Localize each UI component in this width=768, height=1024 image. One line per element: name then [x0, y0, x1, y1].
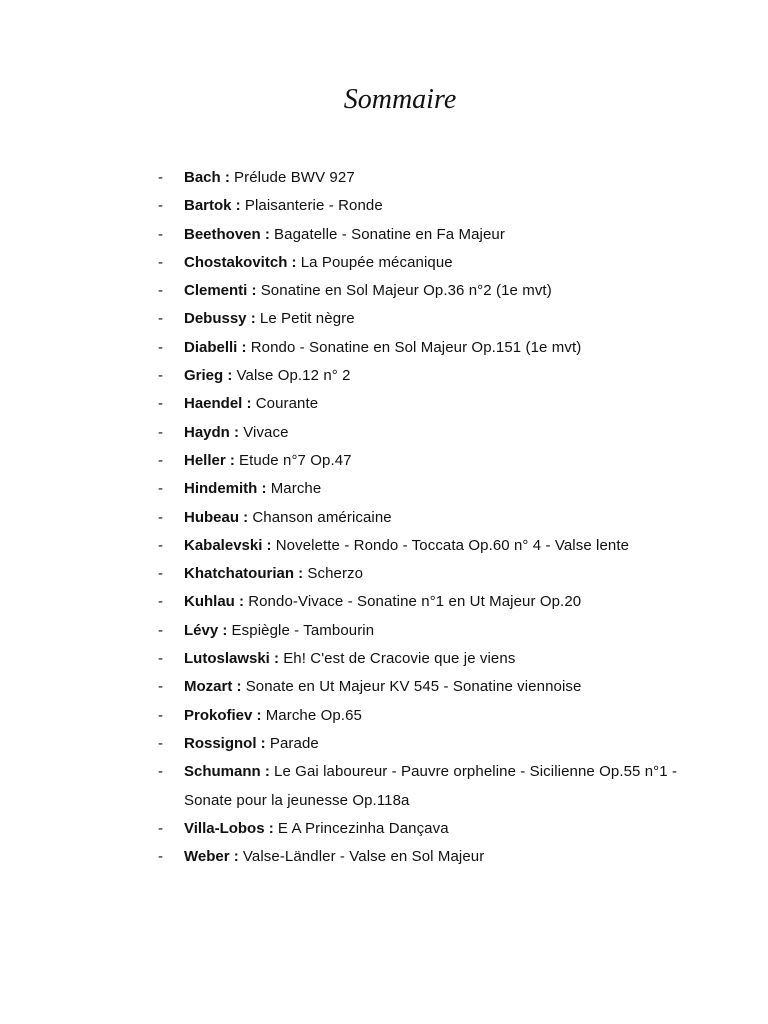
composer-name: Weber	[184, 848, 230, 866]
separator: :	[264, 819, 278, 837]
separator: :	[229, 848, 243, 866]
bullet-dash: -	[158, 197, 163, 215]
bullet-dash: -	[158, 621, 163, 639]
works-list: Espiègle - Tambourin	[231, 621, 375, 639]
bullet-dash: -	[158, 650, 163, 668]
composer-name: Beethoven	[184, 225, 261, 243]
bullet-dash: -	[158, 169, 163, 186]
works-list: Le Gai laboureur - Pauvre orpheline - Sicilienne Op.55 n°1 - Sonate pour la jeunesse Op.118a	[184, 763, 678, 809]
separator: :	[294, 565, 308, 583]
works-list: Sonate en Ut Majeur KV 545 - Sonatine viennoise	[245, 678, 582, 696]
toc-entry-haendel	[158, 390, 728, 418]
works-list: Valse Op.12 n° 2	[236, 367, 351, 385]
separator: :	[260, 763, 275, 781]
toc-entry-schumann	[158, 758, 728, 815]
works-list: Rondo - Sonatine en Sol Majeur Op.151 (1e mvt)	[250, 338, 582, 356]
works-list: Novelette - Rondo - Toccata Op.60 n° 4 - Valse lente	[275, 536, 630, 554]
separator: :	[256, 734, 270, 752]
bullet-dash: -	[158, 423, 163, 441]
separator: :	[234, 593, 249, 611]
composer-name: Bach	[184, 169, 221, 186]
separator: :	[260, 225, 275, 243]
works-list: Scherzo	[307, 565, 364, 583]
works-list: La Poupée mécanique	[300, 253, 453, 271]
bullet-dash: -	[158, 536, 163, 554]
works-list: Rondo-Vivace - Sonatine n°1 en Ut Majeur Op.20	[248, 593, 582, 611]
separator: :	[225, 451, 240, 469]
page-title: Sommaire	[343, 84, 457, 115]
bullet-dash: -	[158, 734, 163, 752]
toc-entry-chostakovitch	[158, 249, 728, 277]
bullet-dash: -	[158, 565, 163, 583]
composer-name: Clementi	[184, 282, 248, 300]
bullet-dash: -	[158, 310, 163, 328]
composer-name: Kuhlau	[184, 593, 235, 611]
bullet-dash: -	[158, 706, 163, 724]
bullet-dash: -	[158, 678, 163, 696]
works-list: Bagatelle - Sonatine en Fa Majeur	[274, 225, 505, 243]
works-list: Valse-Ländler - Valse en Sol Majeur	[242, 848, 485, 866]
toc-entry-bartok	[158, 192, 728, 220]
composer-name: Kabalevski	[184, 536, 263, 554]
toc-entry-hindemith	[158, 475, 728, 503]
composer-name: Haydn	[184, 423, 230, 441]
toc-entry-debussy	[158, 305, 728, 333]
toc-entry-kuhlau	[158, 588, 728, 616]
composer-name: Schumann	[184, 763, 261, 781]
separator: :	[287, 253, 301, 271]
separator: :	[223, 367, 237, 385]
separator: :	[220, 169, 235, 186]
separator: :	[237, 338, 251, 356]
works-list: Courante	[255, 395, 319, 413]
composer-name: Rossignol	[184, 734, 257, 752]
bullet-dash: -	[158, 480, 163, 498]
bullet-dash: -	[158, 508, 163, 526]
toc-entry-lutoslawski	[158, 645, 728, 673]
bullet-dash: -	[158, 338, 163, 356]
composer-name: Khatchatourian	[184, 565, 295, 583]
toc-entry-weber	[158, 843, 728, 871]
toc-entry-beethoven	[158, 221, 728, 249]
toc-entry-heller	[158, 447, 728, 475]
bullet-dash: -	[158, 395, 163, 413]
separator: :	[247, 282, 261, 300]
composer-name: Grieg	[184, 367, 224, 385]
separator: :	[257, 480, 271, 498]
works-list: Prélude BWV 927	[234, 169, 355, 186]
works-list: Plaisanterie - Ronde	[244, 197, 383, 215]
separator: :	[218, 621, 232, 639]
bullet-dash: -	[158, 225, 163, 243]
bullet-dash: -	[158, 848, 163, 866]
composer-name: Haendel	[184, 395, 243, 413]
toc-entry-hubeau	[158, 504, 728, 532]
separator: :	[231, 197, 245, 215]
separator: :	[239, 508, 253, 526]
toc-entry-villa-lobos	[158, 815, 728, 843]
composer-name: Chostakovitch	[184, 253, 288, 271]
works-list: Marche Op.65	[265, 706, 362, 724]
bullet-dash: -	[158, 451, 163, 469]
separator: :	[246, 310, 260, 328]
separator: :	[229, 423, 244, 441]
separator: :	[269, 650, 284, 668]
separator: :	[262, 536, 276, 554]
bullet-dash: -	[158, 593, 163, 611]
composer-name: Hindemith	[184, 480, 258, 498]
works-list: Sonatine en Sol Majeur Op.36 n°2 (1e mvt)	[260, 282, 552, 300]
works-list: E A Princezinha Dançava	[277, 819, 449, 837]
toc-entry-diabelli	[158, 334, 728, 362]
composer-name: Mozart	[184, 678, 233, 696]
bullet-dash: -	[158, 819, 163, 837]
toc-entry-bach	[158, 164, 728, 192]
toc-entry-kabalevski	[158, 532, 728, 560]
works-list: Eh! C'est de Cracovie que je viens	[283, 650, 516, 668]
toc-entry-levy	[158, 617, 728, 645]
works-list: Etude n°7 Op.47	[239, 451, 352, 469]
toc-entry-prokofiev	[158, 702, 728, 730]
works-list: Marche	[270, 480, 322, 498]
toc-entry-rossignol	[158, 730, 728, 758]
composer-name: Villa-Lobos	[184, 819, 265, 837]
works-list: Chanson américaine	[252, 508, 392, 526]
composer-name: Heller	[184, 451, 226, 469]
toc-entry-grieg	[158, 362, 728, 390]
composer-name: Diabelli	[184, 338, 238, 356]
toc-entry-clementi	[158, 277, 728, 305]
separator: :	[232, 678, 246, 696]
toc-entry-khatchatourian	[158, 560, 728, 588]
separator: :	[252, 706, 266, 724]
toc-entry-mozart	[158, 673, 728, 701]
composer-name: Hubeau	[184, 508, 240, 526]
works-list: Parade	[269, 734, 319, 752]
composer-name: Bartok	[184, 197, 232, 215]
bullet-dash: -	[158, 253, 163, 271]
bullet-dash: -	[158, 282, 163, 300]
bullet-dash: -	[158, 367, 163, 385]
composer-name: Lutoslawski	[184, 650, 270, 668]
composer-name: Prokofiev	[184, 706, 253, 724]
works-list: Le Petit nègre	[259, 310, 355, 328]
works-list: Vivace	[243, 423, 289, 441]
separator: :	[242, 395, 256, 413]
composer-name: Debussy	[184, 310, 247, 328]
table-of-contents	[158, 164, 728, 871]
bullet-dash: -	[158, 763, 163, 781]
toc-entry-haydn	[158, 419, 728, 447]
composer-name: Lévy	[184, 621, 219, 639]
